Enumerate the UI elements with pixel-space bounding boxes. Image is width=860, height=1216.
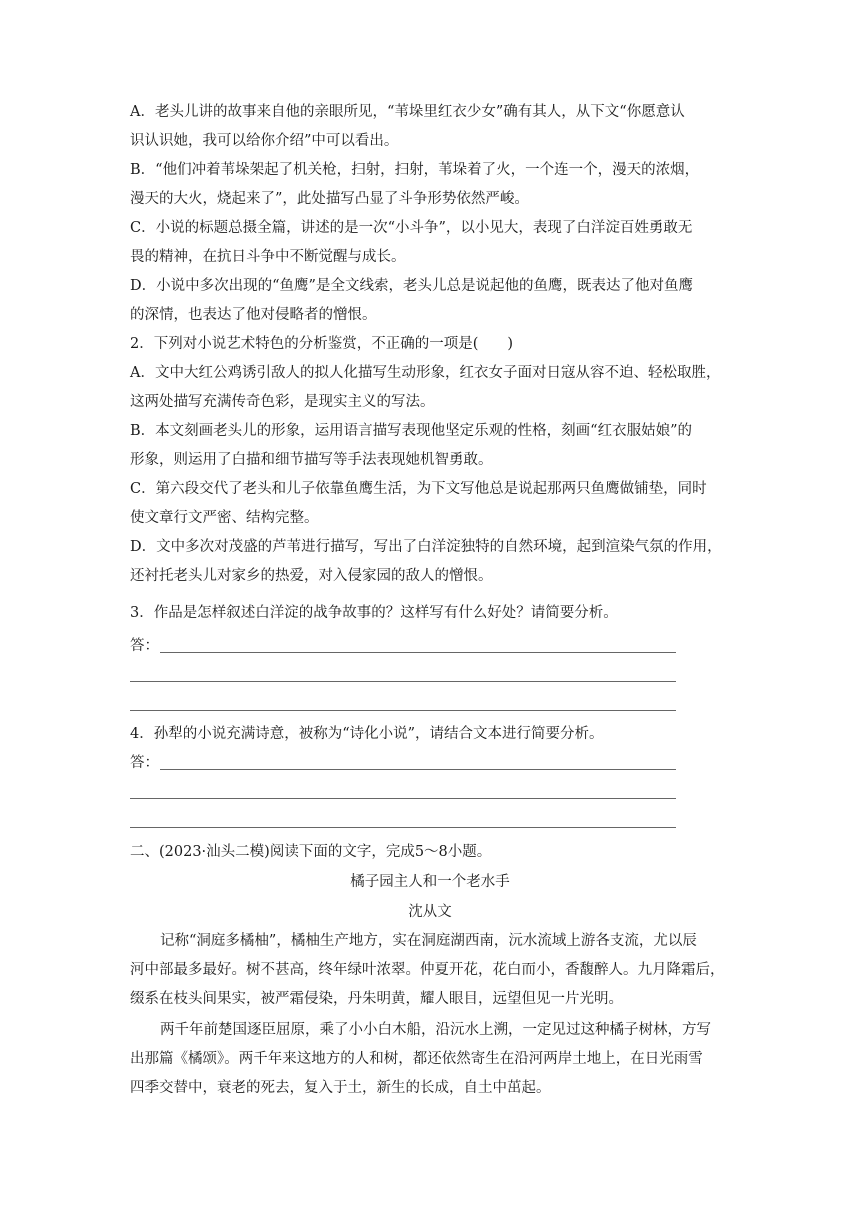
section-header: 二、(2023·汕头二模)阅读下面的文字，完成5～8小题。 [130,844,492,860]
q1-option-d-line1: D．小说中多次出现的“鱼鹰”是全文线索，老头儿总是说起他的鱼鹰，既表达了他对鱼鹰 [130,278,693,294]
q1-option-b-line1: B．“他们冲着苇垛架起了机关枪，扫射，扫射，苇垛着了火，一个连一个，漫天的浓烟， [130,162,700,178]
q3-answer-line-3[interactable] [130,710,676,711]
passage-para2-line1: 两千年前楚国逐臣屈原，乘了小小白木船，沿沅水上溯，一定见过这种橘子树林，方写 [160,1022,711,1038]
q4-answer-line-3[interactable] [130,827,676,828]
q1-option-a-line2: 识认识她，我可以给你介绍”中可以看出。 [130,133,399,149]
passage-para2-line3: 四季交替中，衰老的死去，复入于土，新生的长成，自土中茁起。 [130,1080,551,1096]
q4-stem: 4．孙犁的小说充满诗意，被称为“诗化小说”，请结合文本进行简要分析。 [130,726,604,742]
q1-option-d-line2: 的深情，也表达了他对侵略者的憎恨。 [130,307,377,323]
passage-author: 沈从文 [408,904,452,920]
q2-option-d-line1: D．文中多次对茂盛的芦苇进行描写，写出了白洋淀独特的自然环境，起到渲染气氛的作用， [130,539,722,555]
passage-para1-line3: 缀系在枝头间果实，被严霜侵染，丹朱明黄，耀人眼目，远望但见一片光明。 [130,991,623,1007]
passage-para2-line2: 出那篇《橘颂》。两千年来这地方的人和树，都还依然寄生在沿河两岸土地上，在日光雨雪 [130,1051,703,1067]
q2-option-a-line1: A．文中大红公鸡诱引敌人的拟人化描写生动形象，红衣女子面对日寇从容不迫、轻松取胜， [130,365,721,381]
q3-answer-line-1[interactable] [160,652,676,653]
q4-answer-line-1[interactable] [160,769,676,770]
q2-option-d-line2: 还衬托老头儿对家乡的热爱，对入侵家园的敌人的憎恨。 [130,568,493,584]
q1-option-c-line1: C．小说的标题总摄全篇，讲述的是一次“小斗争”，以小见大，表现了白洋淀百姓勇敢无 [130,220,693,236]
passage-para1-line2: 河中部最多最好。树不甚高，终年绿叶浓翠。仲夏开花，花白而小，香馥醉人。九月降霜后， [130,962,725,978]
q3-answer-label: 答： [130,638,159,654]
q2-option-b-line1: B．本文刻画老头儿的形象，运用语言描写表现他坚定乐观的性格，刻画“红衣服姑娘”的 [130,423,692,439]
q4-answer-line-2[interactable] [130,798,676,799]
q2-stem: 2．下列对小说艺术特色的分析鉴赏，不正确的一项是( ) [130,336,514,352]
q1-option-b-line2: 漫天的大火，烧起来了”，此处描写凸显了斗争形势依然严峻。 [130,191,529,207]
q2-option-b-line2: 形象，则运用了白描和细节描写等手法表现她机智勇敢。 [130,452,493,468]
q3-stem: 3．作品是怎样叙述白洋淀的战争故事的？这样写有什么好处？请简要分析。 [130,605,618,621]
passage-para1-line1: 记称“洞庭多橘柚”，橘柚生产地方，实在洞庭湖西南，沅水流域上游各支流，尤以辰 [160,933,697,949]
q1-option-c-line2: 畏的精神，在抗日斗争中不断觉醒与成长。 [130,249,406,265]
q2-option-a-line2: 这两处描写充满传奇色彩，是现实主义的写法。 [130,394,435,410]
q2-option-c-line1: C．第六段交代了老头和儿子依靠鱼鹰生活，为下文写他总是说起那两只鱼鹰做铺垫，同时 [130,481,707,497]
q1-option-a-line1: A．老头儿讲的故事来自他的亲眼所见，“苇垛里红衣少女”确有其人，从下文“你愿意认 [130,104,685,120]
q4-answer-label: 答： [130,755,159,771]
q2-option-c-line2: 使文章行文严密、结构完整。 [130,510,319,526]
passage-title: 橘子园主人和一个老水手 [350,874,510,890]
q3-answer-line-2[interactable] [130,681,676,682]
